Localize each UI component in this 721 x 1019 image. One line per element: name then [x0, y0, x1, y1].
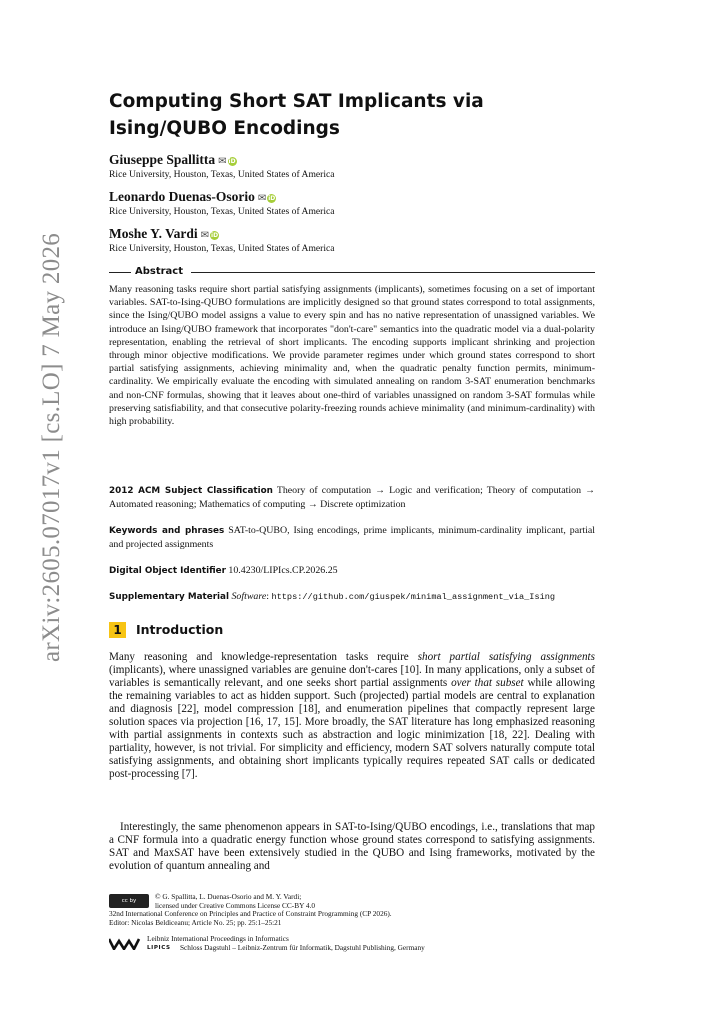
orcid-icon[interactable]: iD [268, 195, 276, 202]
keywords [109, 524, 595, 551]
keywords-text: SAT-to-QUBO, Ising encodings, prime implicants, minimum-cardinality implicant, partial and projected assignments [109, 525, 596, 551]
keywords-label: Keywords and phrases [109, 526, 225, 536]
envelope-icon[interactable]: ✉ [200, 230, 210, 241]
conference-line: 32nd International Conference on Principles and Practice of Constraint Programming (CP 2026). [109, 909, 392, 919]
orcid-icon[interactable]: iD [211, 232, 219, 239]
doi-label: Digital Object Identifier [109, 566, 226, 576]
copyright-line: © G. Spallitta, L. Duenas-Osorio and M. Y. Vardi; [155, 892, 302, 901]
license-line: licensed under Creative Commons License CC-BY 4.0 [155, 900, 316, 910]
abstract-text: Many reasoning tasks require short partial satisfying assignments (implicants), sometimes focusing on a set of important variables. SAT-to-Ising-QUBO formulations are implicitly designed so that ground states correspond to total assignments, since the Ising/QUBO model assigns a value to every spin and has no native representation of unassigned variables. We introduce an Ising/QUBO framework that incorporates "don't-care" semantics into the quadratic model via a dual-polarity representation, enabling the retrieval of short implicants. The encoding supports implicant shrinking and projection through minor objective modifications. We provide parameter regimes under which ground states correspond to short partial satisfying assignments, achieving minimality and, when the quadratic penalty function permits, minimum-cardinality. We empirically evaluate the encoding with simulated annealing on random 3-SAT enumeration benchmarks and non-CNF formulas, showing that it leaves about one-third of variables unassigned on random 3-SAT formulas while preserving satisfiability, and that consecutive polarity-freezing rounds achieve minimality (and minimum-cardinality) with high probability. [109, 284, 595, 428]
author-block [109, 226, 335, 255]
author-affiliation: Rice University, Houston, Texas, United States of America [109, 206, 335, 217]
author-block [109, 189, 335, 218]
author-name: Leonardo Duenas-Osorio [109, 189, 255, 204]
orcid-icon[interactable]: iD [228, 158, 236, 165]
lipics-wordmark: LIPICS [147, 945, 171, 951]
divider [191, 272, 595, 273]
section-number: 1 [109, 622, 126, 638]
supplementary-material: Supplementary Material Software: https://github.com/giuspek/minimal_assignment_via_Ising [109, 591, 556, 602]
lipics-logo-icon [109, 938, 145, 950]
software-url-link[interactable]: https://github.com/giuspek/minimal_assignment_via_Ising [271, 592, 556, 602]
abstract-label: Abstract [135, 266, 184, 277]
cc-by-license-icon[interactable]: cc by [109, 894, 149, 908]
abstract-heading [109, 265, 595, 279]
author-name: Moshe Y. Vardi [109, 226, 198, 241]
editor-line: Editor: Nicolas Beldiceanu; Article No. 25; pp. 25:1–25:21 [109, 917, 282, 927]
divider [109, 272, 131, 273]
acm-classification-label: 2012 ACM Subject Classification [109, 486, 273, 496]
author-affiliation: Rice University, Houston, Texas, United States of America [109, 169, 335, 180]
author-block [109, 152, 335, 181]
acm-classification-text: Theory of computation → Logic and verification; Theory of computation → Automated reasoning; Mathematics of computing → Discrete optimization [109, 485, 595, 511]
envelope-icon[interactable]: ✉ [218, 156, 227, 167]
author-affiliation: Rice University, Houston, Texas, United States of America [109, 243, 335, 254]
acm-classification [109, 484, 595, 511]
supplementary-label: Supplementary Material [109, 592, 230, 602]
paper-title: Computing Short SAT Implicants via Ising/QUBO Encodings [109, 91, 484, 139]
envelope-icon[interactable]: ✉ [257, 193, 267, 204]
series-line: Leibniz International Proceedings in Informatics [147, 934, 289, 943]
author-name: Giuseppe Spallitta [109, 152, 216, 167]
publisher-line: Schloss Dagstuhl – Leibniz-Zentrum für Informatik, Dagstuhl Publishing, Germany [180, 942, 425, 952]
doi [109, 564, 595, 578]
arxiv-identifier-stamp: arXiv:2605.07017v1 [cs.LO] 7 May 2026 [38, 232, 65, 662]
section-title: Introduction [136, 622, 224, 637]
intro-paragraph: Interestingly, the same phenomenon appears in SAT-to-Ising/QUBO encodings, i.e., translations that map a CNF formula into a quadratic energy function whose ground states correspond to satisfying assignments. SAT and MaxSAT have been extensively studied in the QUBO and Ising frameworks, motivated by the evolution of quantum annealing and [109, 821, 595, 873]
intro-paragraph: Many reasoning and knowledge-representation tasks require short partial satisfying assignments (implicants), where unassigned variables are genuine don't-cares [10]. In many applications, only a subset of variables is semantically relevant, and one seeks short partial assignments over that subset while allowing the remaining variables to act as hidden support. Such (projected) partial models are central to explanation and diagnosis [22], model compression [18], and enumeration pipelines that compactly represent large solution spaces via projection [16, 17, 15]. More broadly, the SAT literature has long emphasized reasoning with partial assignments in contexts such as abstraction and logic minimization [18, 22]. Dealing with partiality, however, is not trivial. For simplicity and efficiency, modern SAT solvers naturally compute total satisfying assignments, and obtaining short implicants typically requires repeated SAT calls or dedicated post-processing [7]. [109, 651, 595, 781]
software-label: Software [231, 591, 267, 602]
doi-link[interactable]: 10.4230/LIPIcs.CP.2026.25 [228, 565, 338, 576]
